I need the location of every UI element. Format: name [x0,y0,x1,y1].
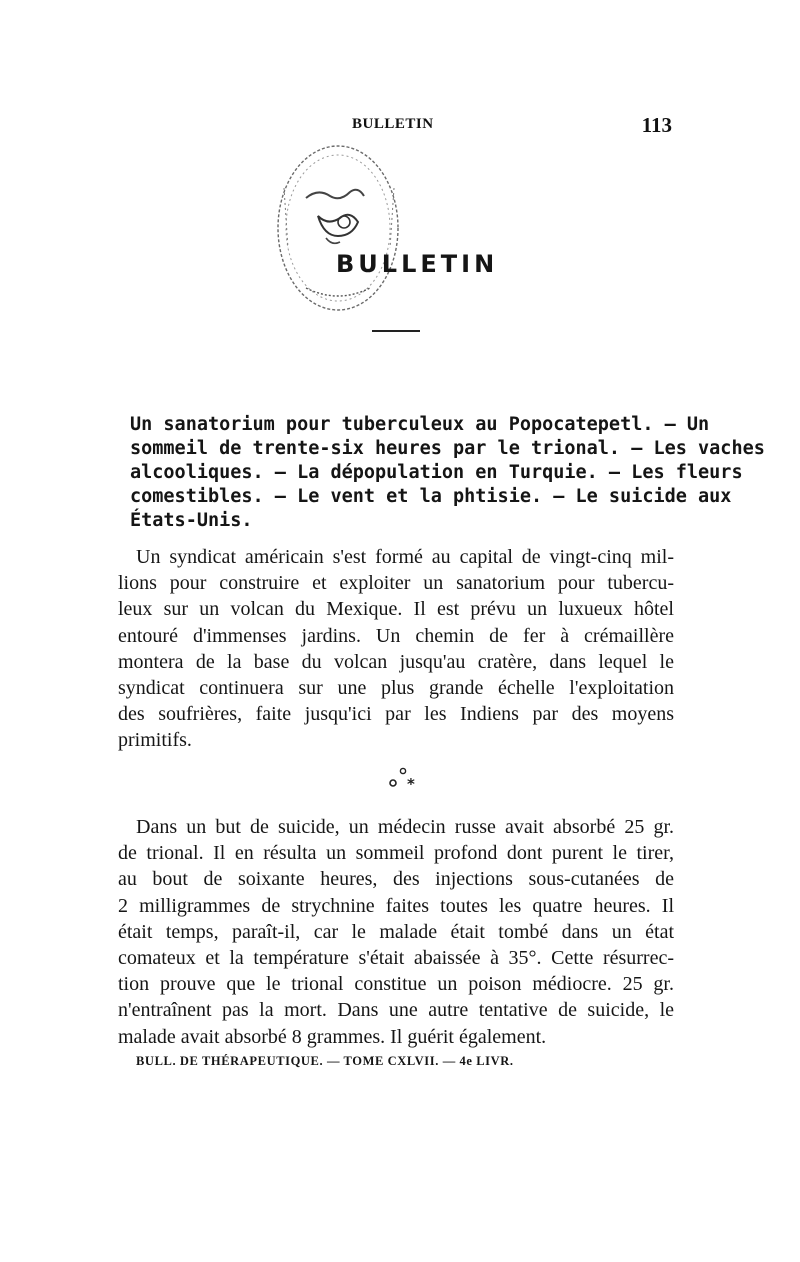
paragraph-line: de trional. Il en résulta un sommeil profond dont purent le tirer, [118,842,674,865]
summary-block [120,413,765,533]
summary-line: Un sanatorium pour tuberculeux au Popocatepetl. — Un [130,414,710,435]
paragraph-line: était temps, paraît-il, car le malade était tombé dans un état [118,920,674,943]
paragraph-line: montera de la base du volcan jusqu'au cratère, dans lequel le [118,650,674,673]
svg-text:*: * [407,775,415,793]
title-rule [372,330,420,332]
paragraph-line: au bout de soixante heures, des injections sous-cutanées de [118,868,674,891]
running-title: BULLETIN [352,116,434,132]
paragraph-line: lions pour construire et exploiter un sanatorium pour tubercu- [118,572,674,595]
paragraph-line: comateux et la température s'était abaissée à 35°. Cette résurrec- [118,947,674,970]
summary-line: États-Unis. [130,510,253,531]
paragraph-trional [118,814,674,1050]
paragraph-line: des soufrières, faite jusqu'ici par les Indiens par des moyens [118,703,674,726]
paragraph-line: Un syndicat américain s'est formé au capital de vingt-cinq mil- [136,546,674,568]
paragraph-line: entouré d'immenses jardins. Un chemin de fer à crémaillère [118,624,674,647]
paragraph-line: malade avait absorbé 8 grammes. Il guérit également. [118,1025,547,1048]
paragraph-line: n'entraînent pas la mort. Dans une autre tentative de suicide, le [118,999,674,1022]
library-stamp-icon [266,128,416,318]
page-footer: BULL. DE THÉRAPEUTIQUE. — TOME CXLVII. — 4e LIVR. [136,1054,514,1068]
stamp-label: BULLETIN [336,250,499,278]
summary-line: comestibles. — Le vent et la phtisie. — Le suicide aux [130,486,732,507]
page-number: 113 [641,113,672,137]
summary-line: alcooliques. — La dépopulation en Turquie. — Les fleurs [130,462,743,483]
summary-line: sommeil de trente-six heures par le trional. — Les vaches [130,438,765,459]
paragraph-line: 2 milligrammes de strychnine faites toutes les quatre heures. Il [118,894,674,917]
paragraph-line: Dans un but de suicide, un médecin russe avait absorbé 25 gr. [136,816,674,838]
asterism-icon [383,763,423,793]
paragraph-line: tion prouve que le trional constitue un poison médiocre. 25 gr. [118,973,674,996]
paragraph-line: primitifs. [118,729,192,752]
paragraph-line: syndicat continuera sur une plus grande échelle l'exploitation [118,677,674,700]
paragraph-sanatorium [118,544,674,754]
paragraph-line: leux sur un volcan du Mexique. Il est prévu un luxueux hôtel [118,598,674,621]
